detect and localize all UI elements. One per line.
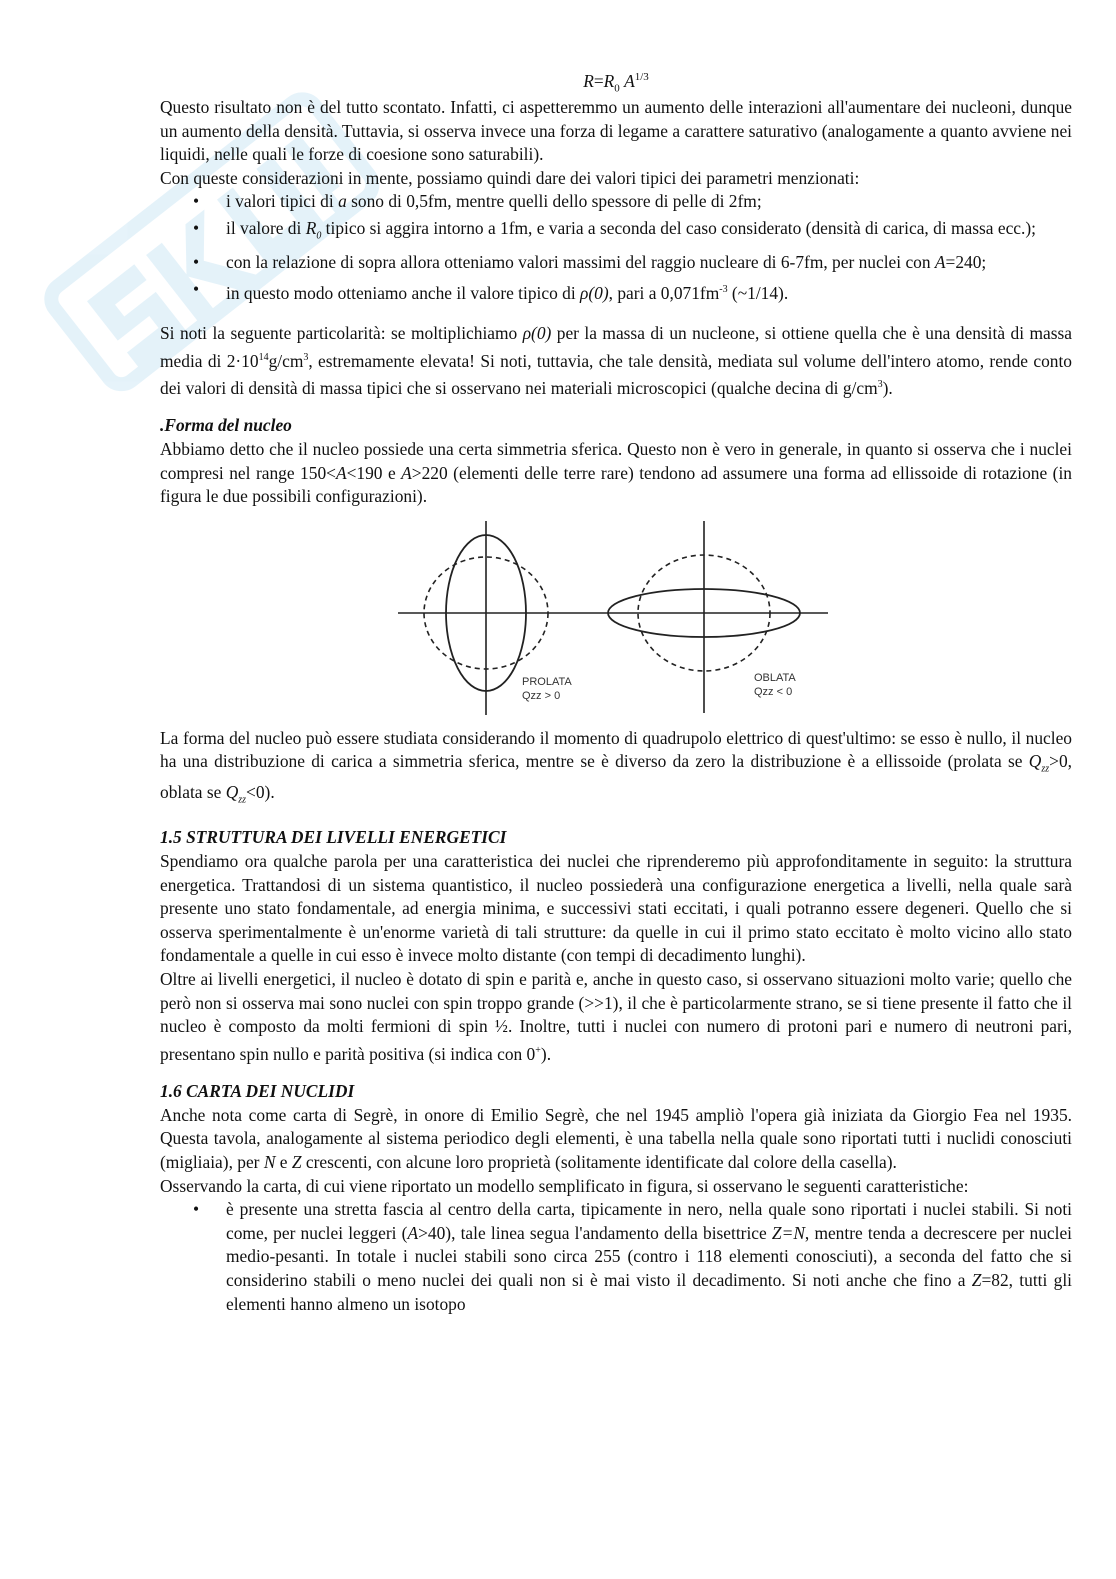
radius-formula: $R=R_0$ $A^{1/3}$: [583, 70, 649, 95]
parameter-list: [160, 190, 1072, 305]
list-item: • i valori tipici di a sono di 0,5fm, mentre quelli dello spessore di pelle di 2fm;: [226, 190, 1072, 214]
list-item: • è presente una stretta fascia al centro della carta, tipicamente in nero, nella quale sono riportati i nuclei stabili. Si noti come, per nuclei leggeri (A>40), tale linea segua l'andamento della bisettrice Z=N, mentre tenda a decrescere per nuclei medio-pesanti. In totale i nuclei stabili sono circa 255 (contro i 118 elementi conosciuti), a seconda del fatto che si considerino stabili o meno nuclei dei quali non si è mai visto il decadimento. Si noti anche che fino a Z=82, tutti gli elementi hanno almeno un isotopo: [226, 1198, 1072, 1316]
list-item: • in questo modo otteniamo anche il valore tipico di ρ(0), pari a $0,071fm^{-3}$ (~1/14).: [226, 278, 1072, 305]
oblata-quadrupole: Qzz < 0: [754, 685, 793, 698]
paragraph: Abbiamo detto che il nucleo possiede una certa simmetria sferica. Questo non è vero in generale, in quanto si osserva che i nuclei compresi nel range 150<A<190 e A>220 (elementi delle terre rare) tendono ad assumere una forma ad ellissoide di rotazione (in figura le due possibili configurazioni).: [160, 438, 1072, 507]
list-item: • il valore di $R_0$ tipico si aggira intorno a 1fm, e varia a seconda del caso considerato (densità di carica, di massa ecc.);: [226, 217, 1072, 248]
paragraph: Si noti la seguente particolarità: se moltiplichiamo ρ(0) per la massa di un nucleone, si ottiene quella che è una densità di massa media di $2\cdot 10^{14}g/cm^3$, estremamente elevata! Si noti, tuttavia, che tale densità, mediata sul volume dell'intero atomo, rende conto dei valori di densità di massa tipici che si osservano nei materiali microscopici (qualche decina di $g/cm^3$).: [160, 323, 1072, 398]
paragraph: Oltre ai livelli energetici, il nucleo è dotato di spin e parità e, anche in questo caso, si osservano situazioni molto varie; quello che però non si osserva mai sono nuclei con spin troppo grande (>>1), il che è particolarmente strano, se si tiene presente il fatto che il nucleo è composto da molti fermioni di spin ½. Inoltre, tutti i nuclei con numero di protoni pari e numero di neutroni pari, presentano spin nullo e parità positiva (si indica con 0+).: [160, 969, 1072, 1064]
paragraph: Questo risultato non è del tutto scontato. Infatti, ci aspetteremmo un aumento delle interazioni all'aumentare dei nucleoni, dunque un aumento della densità. Tuttavia, si osserva invece una forza di legame a carattere saturativo (analogamente a quanto avviene nei liquidi, nelle quali le forze di coesione sono saturabili).: [160, 97, 1072, 165]
paragraph: Osservando la carta, di cui viene riportato un modello semplificato in figura, si osservano le seguenti caratteristiche:: [160, 1175, 969, 1196]
document-page: [160, 66, 1072, 1319]
paragraph: Con queste considerazioni in mente, possiamo quindi dare dei valori tipici dei parametri menzionati:: [160, 167, 860, 188]
chart-features-list: [160, 1198, 1072, 1316]
paragraph: Spendiamo ora qualche parola per una caratteristica dei nuclei che riprenderemo più approfonditamente in seguito: la struttura energetica. Trattandosi di un sistema quantistico, il nucleo possiederà una configurazione energetica a livelli, nella quale sarà presente uno stato fondamentale, ad energia minima, e successivi stati eccitati, i quali potranno essere degeneri. Quello che si osserva sperimentalmente è un'enorme varietà di tali strutture: da quelle in cui il primo stato eccitato è molto vicino allo stato fondamentale a quelle in cui esso è invece molto distante (con tempi di decadimento lunghi).: [160, 851, 1072, 966]
prolata-quadrupole: Qzz > 0: [522, 689, 561, 702]
paragraph: Anche nota come carta di Segrè, in onore di Emilio Segrè, che nel 1945 ampliò l'opera già iniziata da Giorgio Fea nel 1935. Questa tavola, analogamente al sistema periodico degli elementi, è una tabella nella quale sono riportati tutti i nuclidi conosciuti (migliaia), per N e Z crescenti, con alcune loro proprietà (solitamente identificate dal colore della casella).: [160, 1104, 1072, 1172]
prolata-label: PROLATA: [522, 675, 572, 688]
section-heading: 1.6 CARTA DEI NUCLIDI: [160, 1081, 355, 1102]
paragraph: La forma del nucleo può essere studiata considerando il momento di quadrupolo elettrico di quest'ultimo: se esso è nullo, il nucleo ha una distribuzione di carica a simmetria sferica, mentre se è diverso da zero la distribuzione è a ellissoide (prolata se $Q_{zz}>0$, oblata se $Q_{zz}<0$).: [160, 727, 1072, 806]
section-heading: 1.5 STRUTTURA DEI LIVELLI ENERGETICI: [160, 827, 507, 848]
section-heading: .Forma del nucleo: [160, 415, 292, 436]
oblata-label: OBLATA: [754, 671, 796, 684]
list-item: • con la relazione di sopra allora otteniamo valori massimi del raggio nucleare di 6-7fm, per nuclei con A=240;: [226, 251, 1072, 275]
nucleus-shape-figure: [396, 519, 836, 717]
